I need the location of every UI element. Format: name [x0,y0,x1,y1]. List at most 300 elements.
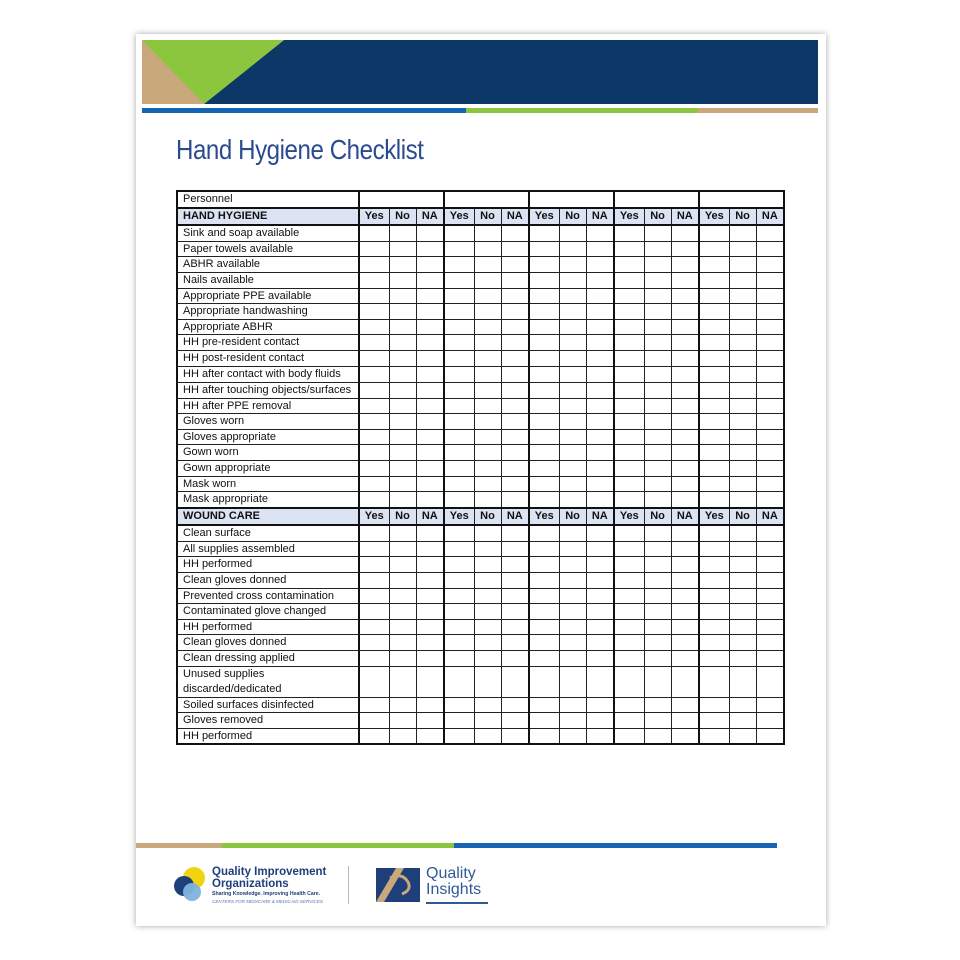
no-checkbox-cell[interactable] [474,241,501,257]
yes-checkbox-cell[interactable] [529,225,559,241]
no-checkbox-cell[interactable] [474,429,501,445]
yes-checkbox-cell[interactable] [359,382,389,398]
na-checkbox-cell[interactable] [671,635,699,651]
yes-checkbox-cell[interactable] [444,697,474,713]
na-checkbox-cell[interactable] [501,666,529,697]
no-checkbox-cell[interactable] [644,557,671,573]
no-checkbox-cell[interactable] [389,288,416,304]
yes-checkbox-cell[interactable] [444,319,474,335]
na-checkbox-cell[interactable] [501,429,529,445]
na-checkbox-cell[interactable] [501,604,529,620]
no-checkbox-cell[interactable] [644,398,671,414]
na-checkbox-cell[interactable] [671,398,699,414]
na-checkbox-cell[interactable] [586,588,614,604]
na-checkbox-cell[interactable] [416,382,444,398]
no-checkbox-cell[interactable] [644,604,671,620]
yes-checkbox-cell[interactable] [529,697,559,713]
no-checkbox-cell[interactable] [389,476,416,492]
no-checkbox-cell[interactable] [474,635,501,651]
yes-checkbox-cell[interactable] [699,697,729,713]
yes-checkbox-cell[interactable] [444,225,474,241]
no-checkbox-cell[interactable] [559,604,586,620]
yes-checkbox-cell[interactable] [444,382,474,398]
no-checkbox-cell[interactable] [729,476,756,492]
na-checkbox-cell[interactable] [416,476,444,492]
yes-checkbox-cell[interactable] [529,635,559,651]
na-checkbox-cell[interactable] [501,588,529,604]
no-checkbox-cell[interactable] [474,272,501,288]
yes-checkbox-cell[interactable] [444,666,474,697]
na-checkbox-cell[interactable] [501,241,529,257]
na-checkbox-cell[interactable] [756,541,784,557]
personnel-name-field[interactable] [699,191,784,208]
yes-checkbox-cell[interactable] [614,398,644,414]
no-checkbox-cell[interactable] [644,225,671,241]
na-checkbox-cell[interactable] [416,557,444,573]
na-checkbox-cell[interactable] [586,225,614,241]
no-checkbox-cell[interactable] [559,588,586,604]
no-checkbox-cell[interactable] [644,350,671,366]
na-checkbox-cell[interactable] [671,476,699,492]
yes-checkbox-cell[interactable] [444,476,474,492]
yes-checkbox-cell[interactable] [614,304,644,320]
no-checkbox-cell[interactable] [389,728,416,744]
yes-checkbox-cell[interactable] [699,366,729,382]
no-checkbox-cell[interactable] [559,713,586,729]
no-checkbox-cell[interactable] [559,728,586,744]
na-checkbox-cell[interactable] [756,713,784,729]
na-checkbox-cell[interactable] [671,257,699,273]
yes-checkbox-cell[interactable] [614,366,644,382]
yes-checkbox-cell[interactable] [614,728,644,744]
no-checkbox-cell[interactable] [559,697,586,713]
na-checkbox-cell[interactable] [501,304,529,320]
na-checkbox-cell[interactable] [501,414,529,430]
no-checkbox-cell[interactable] [644,429,671,445]
na-checkbox-cell[interactable] [416,573,444,589]
yes-checkbox-cell[interactable] [359,257,389,273]
no-checkbox-cell[interactable] [729,429,756,445]
no-checkbox-cell[interactable] [389,713,416,729]
no-checkbox-cell[interactable] [474,350,501,366]
yes-checkbox-cell[interactable] [699,635,729,651]
na-checkbox-cell[interactable] [756,460,784,476]
na-checkbox-cell[interactable] [756,414,784,430]
yes-checkbox-cell[interactable] [529,366,559,382]
yes-checkbox-cell[interactable] [614,429,644,445]
no-checkbox-cell[interactable] [474,697,501,713]
na-checkbox-cell[interactable] [416,445,444,461]
na-checkbox-cell[interactable] [671,666,699,697]
na-checkbox-cell[interactable] [416,541,444,557]
yes-checkbox-cell[interactable] [699,288,729,304]
na-checkbox-cell[interactable] [416,429,444,445]
no-checkbox-cell[interactable] [559,272,586,288]
na-checkbox-cell[interactable] [756,588,784,604]
no-checkbox-cell[interactable] [474,225,501,241]
na-checkbox-cell[interactable] [501,398,529,414]
no-checkbox-cell[interactable] [389,697,416,713]
na-checkbox-cell[interactable] [416,619,444,635]
no-checkbox-cell[interactable] [474,304,501,320]
yes-checkbox-cell[interactable] [614,604,644,620]
yes-checkbox-cell[interactable] [529,651,559,667]
yes-checkbox-cell[interactable] [529,382,559,398]
no-checkbox-cell[interactable] [389,414,416,430]
personnel-name-field[interactable] [444,191,529,208]
no-checkbox-cell[interactable] [729,619,756,635]
no-checkbox-cell[interactable] [644,619,671,635]
yes-checkbox-cell[interactable] [614,541,644,557]
yes-checkbox-cell[interactable] [359,713,389,729]
no-checkbox-cell[interactable] [644,460,671,476]
no-checkbox-cell[interactable] [474,666,501,697]
na-checkbox-cell[interactable] [756,335,784,351]
no-checkbox-cell[interactable] [559,288,586,304]
no-checkbox-cell[interactable] [389,225,416,241]
no-checkbox-cell[interactable] [559,319,586,335]
na-checkbox-cell[interactable] [416,604,444,620]
yes-checkbox-cell[interactable] [699,272,729,288]
no-checkbox-cell[interactable] [644,257,671,273]
no-checkbox-cell[interactable] [729,350,756,366]
na-checkbox-cell[interactable] [586,476,614,492]
no-checkbox-cell[interactable] [729,541,756,557]
no-checkbox-cell[interactable] [729,398,756,414]
no-checkbox-cell[interactable] [474,604,501,620]
no-checkbox-cell[interactable] [729,382,756,398]
no-checkbox-cell[interactable] [729,651,756,667]
no-checkbox-cell[interactable] [644,525,671,541]
yes-checkbox-cell[interactable] [699,257,729,273]
yes-checkbox-cell[interactable] [359,666,389,697]
yes-checkbox-cell[interactable] [529,619,559,635]
na-checkbox-cell[interactable] [501,557,529,573]
na-checkbox-cell[interactable] [671,288,699,304]
yes-checkbox-cell[interactable] [614,460,644,476]
na-checkbox-cell[interactable] [416,460,444,476]
yes-checkbox-cell[interactable] [359,398,389,414]
yes-checkbox-cell[interactable] [359,350,389,366]
yes-checkbox-cell[interactable] [614,588,644,604]
yes-checkbox-cell[interactable] [529,319,559,335]
no-checkbox-cell[interactable] [729,728,756,744]
na-checkbox-cell[interactable] [501,460,529,476]
no-checkbox-cell[interactable] [389,429,416,445]
na-checkbox-cell[interactable] [756,257,784,273]
yes-checkbox-cell[interactable] [359,651,389,667]
yes-checkbox-cell[interactable] [529,445,559,461]
no-checkbox-cell[interactable] [559,445,586,461]
no-checkbox-cell[interactable] [389,557,416,573]
no-checkbox-cell[interactable] [729,414,756,430]
no-checkbox-cell[interactable] [389,541,416,557]
na-checkbox-cell[interactable] [501,288,529,304]
yes-checkbox-cell[interactable] [614,619,644,635]
no-checkbox-cell[interactable] [644,476,671,492]
na-checkbox-cell[interactable] [756,525,784,541]
yes-checkbox-cell[interactable] [699,619,729,635]
no-checkbox-cell[interactable] [559,241,586,257]
na-checkbox-cell[interactable] [671,588,699,604]
na-checkbox-cell[interactable] [501,635,529,651]
na-checkbox-cell[interactable] [586,429,614,445]
yes-checkbox-cell[interactable] [699,429,729,445]
yes-checkbox-cell[interactable] [444,604,474,620]
no-checkbox-cell[interactable] [474,588,501,604]
na-checkbox-cell[interactable] [416,414,444,430]
na-checkbox-cell[interactable] [586,635,614,651]
yes-checkbox-cell[interactable] [529,666,559,697]
no-checkbox-cell[interactable] [559,350,586,366]
no-checkbox-cell[interactable] [559,573,586,589]
yes-checkbox-cell[interactable] [444,288,474,304]
na-checkbox-cell[interactable] [586,541,614,557]
no-checkbox-cell[interactable] [389,619,416,635]
yes-checkbox-cell[interactable] [529,541,559,557]
yes-checkbox-cell[interactable] [614,350,644,366]
no-checkbox-cell[interactable] [389,525,416,541]
na-checkbox-cell[interactable] [756,429,784,445]
yes-checkbox-cell[interactable] [359,272,389,288]
no-checkbox-cell[interactable] [474,319,501,335]
na-checkbox-cell[interactable] [586,241,614,257]
na-checkbox-cell[interactable] [501,272,529,288]
yes-checkbox-cell[interactable] [614,319,644,335]
na-checkbox-cell[interactable] [756,635,784,651]
no-checkbox-cell[interactable] [644,445,671,461]
no-checkbox-cell[interactable] [644,541,671,557]
yes-checkbox-cell[interactable] [699,350,729,366]
na-checkbox-cell[interactable] [671,573,699,589]
na-checkbox-cell[interactable] [501,541,529,557]
yes-checkbox-cell[interactable] [529,241,559,257]
no-checkbox-cell[interactable] [729,304,756,320]
na-checkbox-cell[interactable] [586,573,614,589]
yes-checkbox-cell[interactable] [699,304,729,320]
no-checkbox-cell[interactable] [559,414,586,430]
no-checkbox-cell[interactable] [474,713,501,729]
na-checkbox-cell[interactable] [756,398,784,414]
na-checkbox-cell[interactable] [671,492,699,508]
yes-checkbox-cell[interactable] [359,573,389,589]
yes-checkbox-cell[interactable] [359,460,389,476]
na-checkbox-cell[interactable] [586,382,614,398]
yes-checkbox-cell[interactable] [699,335,729,351]
na-checkbox-cell[interactable] [586,335,614,351]
na-checkbox-cell[interactable] [416,319,444,335]
personnel-name-field[interactable] [529,191,614,208]
no-checkbox-cell[interactable] [389,460,416,476]
yes-checkbox-cell[interactable] [699,557,729,573]
yes-checkbox-cell[interactable] [529,272,559,288]
yes-checkbox-cell[interactable] [614,382,644,398]
yes-checkbox-cell[interactable] [359,319,389,335]
na-checkbox-cell[interactable] [416,288,444,304]
na-checkbox-cell[interactable] [756,366,784,382]
na-checkbox-cell[interactable] [416,304,444,320]
yes-checkbox-cell[interactable] [699,476,729,492]
yes-checkbox-cell[interactable] [359,697,389,713]
no-checkbox-cell[interactable] [474,460,501,476]
no-checkbox-cell[interactable] [559,651,586,667]
yes-checkbox-cell[interactable] [699,525,729,541]
no-checkbox-cell[interactable] [644,728,671,744]
na-checkbox-cell[interactable] [416,713,444,729]
na-checkbox-cell[interactable] [756,619,784,635]
no-checkbox-cell[interactable] [389,635,416,651]
na-checkbox-cell[interactable] [416,350,444,366]
yes-checkbox-cell[interactable] [444,492,474,508]
na-checkbox-cell[interactable] [416,492,444,508]
yes-checkbox-cell[interactable] [699,460,729,476]
yes-checkbox-cell[interactable] [699,588,729,604]
yes-checkbox-cell[interactable] [359,557,389,573]
no-checkbox-cell[interactable] [474,525,501,541]
no-checkbox-cell[interactable] [644,666,671,697]
no-checkbox-cell[interactable] [644,304,671,320]
yes-checkbox-cell[interactable] [444,588,474,604]
na-checkbox-cell[interactable] [671,619,699,635]
na-checkbox-cell[interactable] [671,414,699,430]
no-checkbox-cell[interactable] [474,492,501,508]
na-checkbox-cell[interactable] [586,272,614,288]
na-checkbox-cell[interactable] [416,588,444,604]
yes-checkbox-cell[interactable] [614,651,644,667]
yes-checkbox-cell[interactable] [444,366,474,382]
yes-checkbox-cell[interactable] [359,225,389,241]
na-checkbox-cell[interactable] [671,350,699,366]
yes-checkbox-cell[interactable] [614,225,644,241]
yes-checkbox-cell[interactable] [699,382,729,398]
na-checkbox-cell[interactable] [501,525,529,541]
yes-checkbox-cell[interactable] [529,288,559,304]
no-checkbox-cell[interactable] [559,619,586,635]
yes-checkbox-cell[interactable] [529,257,559,273]
no-checkbox-cell[interactable] [644,241,671,257]
yes-checkbox-cell[interactable] [444,728,474,744]
no-checkbox-cell[interactable] [559,557,586,573]
na-checkbox-cell[interactable] [671,366,699,382]
yes-checkbox-cell[interactable] [444,304,474,320]
yes-checkbox-cell[interactable] [614,272,644,288]
na-checkbox-cell[interactable] [586,257,614,273]
no-checkbox-cell[interactable] [389,350,416,366]
yes-checkbox-cell[interactable] [614,666,644,697]
no-checkbox-cell[interactable] [729,445,756,461]
yes-checkbox-cell[interactable] [444,241,474,257]
no-checkbox-cell[interactable] [474,366,501,382]
personnel-name-field[interactable] [614,191,699,208]
na-checkbox-cell[interactable] [671,697,699,713]
no-checkbox-cell[interactable] [389,666,416,697]
na-checkbox-cell[interactable] [416,257,444,273]
yes-checkbox-cell[interactable] [444,414,474,430]
yes-checkbox-cell[interactable] [529,335,559,351]
yes-checkbox-cell[interactable] [614,697,644,713]
yes-checkbox-cell[interactable] [699,492,729,508]
na-checkbox-cell[interactable] [586,666,614,697]
no-checkbox-cell[interactable] [389,651,416,667]
no-checkbox-cell[interactable] [559,366,586,382]
na-checkbox-cell[interactable] [586,619,614,635]
na-checkbox-cell[interactable] [671,335,699,351]
yes-checkbox-cell[interactable] [444,713,474,729]
na-checkbox-cell[interactable] [586,713,614,729]
yes-checkbox-cell[interactable] [444,525,474,541]
na-checkbox-cell[interactable] [586,414,614,430]
na-checkbox-cell[interactable] [671,651,699,667]
yes-checkbox-cell[interactable] [359,541,389,557]
no-checkbox-cell[interactable] [389,588,416,604]
na-checkbox-cell[interactable] [671,728,699,744]
no-checkbox-cell[interactable] [644,492,671,508]
no-checkbox-cell[interactable] [389,241,416,257]
no-checkbox-cell[interactable] [389,382,416,398]
na-checkbox-cell[interactable] [671,445,699,461]
na-checkbox-cell[interactable] [671,604,699,620]
no-checkbox-cell[interactable] [729,525,756,541]
no-checkbox-cell[interactable] [474,619,501,635]
no-checkbox-cell[interactable] [729,288,756,304]
yes-checkbox-cell[interactable] [699,666,729,697]
na-checkbox-cell[interactable] [756,604,784,620]
yes-checkbox-cell[interactable] [359,414,389,430]
yes-checkbox-cell[interactable] [359,728,389,744]
yes-checkbox-cell[interactable] [699,604,729,620]
yes-checkbox-cell[interactable] [444,635,474,651]
no-checkbox-cell[interactable] [559,398,586,414]
na-checkbox-cell[interactable] [671,272,699,288]
yes-checkbox-cell[interactable] [699,445,729,461]
na-checkbox-cell[interactable] [756,666,784,697]
na-checkbox-cell[interactable] [756,697,784,713]
no-checkbox-cell[interactable] [389,257,416,273]
no-checkbox-cell[interactable] [729,257,756,273]
no-checkbox-cell[interactable] [729,366,756,382]
yes-checkbox-cell[interactable] [699,728,729,744]
na-checkbox-cell[interactable] [416,728,444,744]
yes-checkbox-cell[interactable] [529,573,559,589]
na-checkbox-cell[interactable] [756,651,784,667]
na-checkbox-cell[interactable] [756,445,784,461]
yes-checkbox-cell[interactable] [444,619,474,635]
no-checkbox-cell[interactable] [389,304,416,320]
yes-checkbox-cell[interactable] [614,573,644,589]
yes-checkbox-cell[interactable] [444,651,474,667]
yes-checkbox-cell[interactable] [614,476,644,492]
na-checkbox-cell[interactable] [501,651,529,667]
yes-checkbox-cell[interactable] [699,319,729,335]
na-checkbox-cell[interactable] [501,492,529,508]
yes-checkbox-cell[interactable] [359,241,389,257]
na-checkbox-cell[interactable] [671,241,699,257]
no-checkbox-cell[interactable] [474,651,501,667]
no-checkbox-cell[interactable] [389,272,416,288]
no-checkbox-cell[interactable] [644,319,671,335]
no-checkbox-cell[interactable] [729,319,756,335]
yes-checkbox-cell[interactable] [444,257,474,273]
no-checkbox-cell[interactable] [729,666,756,697]
na-checkbox-cell[interactable] [756,288,784,304]
no-checkbox-cell[interactable] [559,525,586,541]
no-checkbox-cell[interactable] [474,557,501,573]
na-checkbox-cell[interactable] [501,335,529,351]
na-checkbox-cell[interactable] [586,557,614,573]
yes-checkbox-cell[interactable] [359,476,389,492]
na-checkbox-cell[interactable] [586,604,614,620]
yes-checkbox-cell[interactable] [529,588,559,604]
